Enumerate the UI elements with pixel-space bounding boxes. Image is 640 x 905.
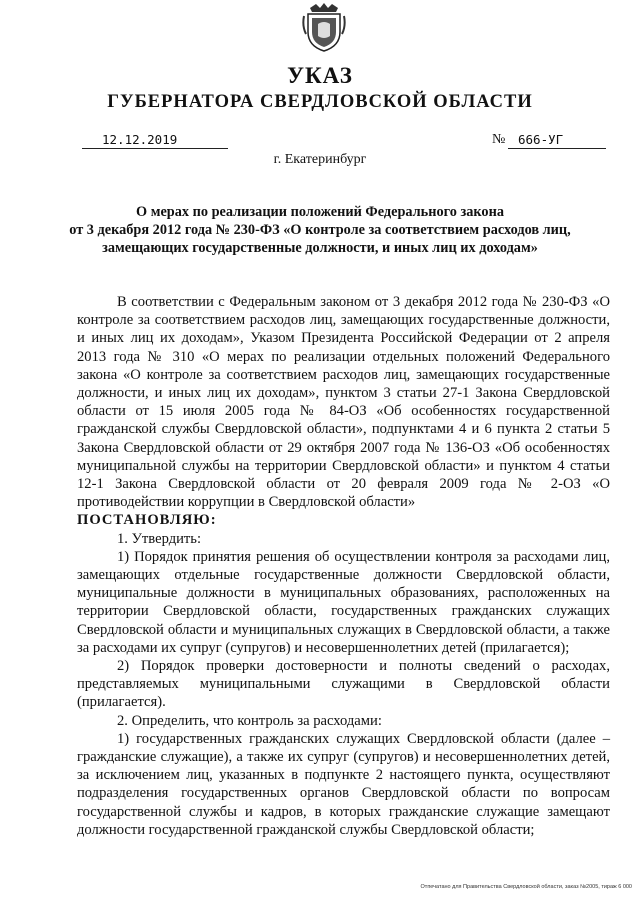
heading-line-2: от 3 декабря 2012 года № 230-ФЗ «О контроле за соответствием расходов лиц, [69, 222, 571, 238]
document-issuer: ГУБЕРНАТОРА СВЕРДЛОВСКОЙ ОБЛАСТИ [107, 92, 533, 112]
item-1-1: 1) Порядок принятия решения об осуществлении контроля за расходами лиц, замещающих отдельные государственные должности Свердловской области, муниципальные должности в муниципальных образованиях, расположенных на территории Свердловской области, государственных гражданских служащих Свердловской области и муниципальных служащих в Свердловской области, а также за расходами их супруг (супругов) и несовершеннолетних детей (прилагается); [77, 548, 610, 656]
number-sign: № [492, 132, 506, 147]
coat-of-arms-emblem [302, 2, 346, 52]
document-city: г. Екатеринбург [273, 152, 367, 167]
document-body [77, 293, 610, 839]
item-1-2: 2) Порядок проверки достоверности и полноты сведений о расходах, представляемых муниципальными служащими в Свердловской области (прилагается). [77, 658, 610, 711]
preamble-paragraph: В соответствии с Федеральным законом от 3 декабря 2012 года № 230-ФЗ «О контроле за соответствием расходов лиц, замещающих государственные должности, и иных лиц их доходам», Указом Президента Российской Федерации от 2 апреля 2013 года № 310 «О мерах по реализации отдельных положений Федерального закона «О контроле за соответствием расходов лиц, замещающих государственные должности, и иных лиц их доходам», пунктом 3 статьи 27-1 Закона Свердловской области от 15 июля 2005 года № 84-ОЗ «Об особенностях государственной гражданской службы Свердловской области», подпунктами 4 и 6 пункта 2 статьи 5 Закона Свердловской области от 29 октября 2007 года № 136-ОЗ «Об особенностях муниципальной службы на территории Свердловской области» и пунктом 4 статьи 12-1 Закона Свердловской области от 20 февраля 2009 года № 2-ОЗ «О противодействии коррупции в Свердловской области» [77, 294, 610, 511]
document-heading [60, 203, 580, 257]
item-1: 1. Утвердить: [117, 530, 202, 547]
item-2: 2. Определить, что контроль за расходами: [117, 712, 382, 729]
heading-line-3: замещающих государственные должности, и иных лиц их доходам» [102, 240, 538, 256]
document-title: УКАЗ [287, 63, 353, 88]
print-note: Отпечатано для Правительства Свердловской области, заказ №2005, тираж 6 000 [420, 884, 632, 890]
document-number: 666-УГ [508, 133, 606, 149]
heading-line-1: О мерах по реализации положений Федерального закона [136, 204, 504, 220]
document-date: 12.12.2019 [82, 133, 228, 149]
item-2-1: 1) государственных гражданских служащих Свердловской области (далее – гражданские служащие), а также их супруг (супругов) и несовершеннолетних детей, за исключением лиц, указанных в подпункте 2 настоящего пункта, осуществляют подразделения государственных органов Свердловской области по вопросам государственной службы и кадров, в которых гражданские служащие замещают должности государственной гражданской службы Свердловской области; [77, 730, 610, 838]
decree-word: ПОСТАНОВЛЯЮ: [77, 512, 217, 529]
